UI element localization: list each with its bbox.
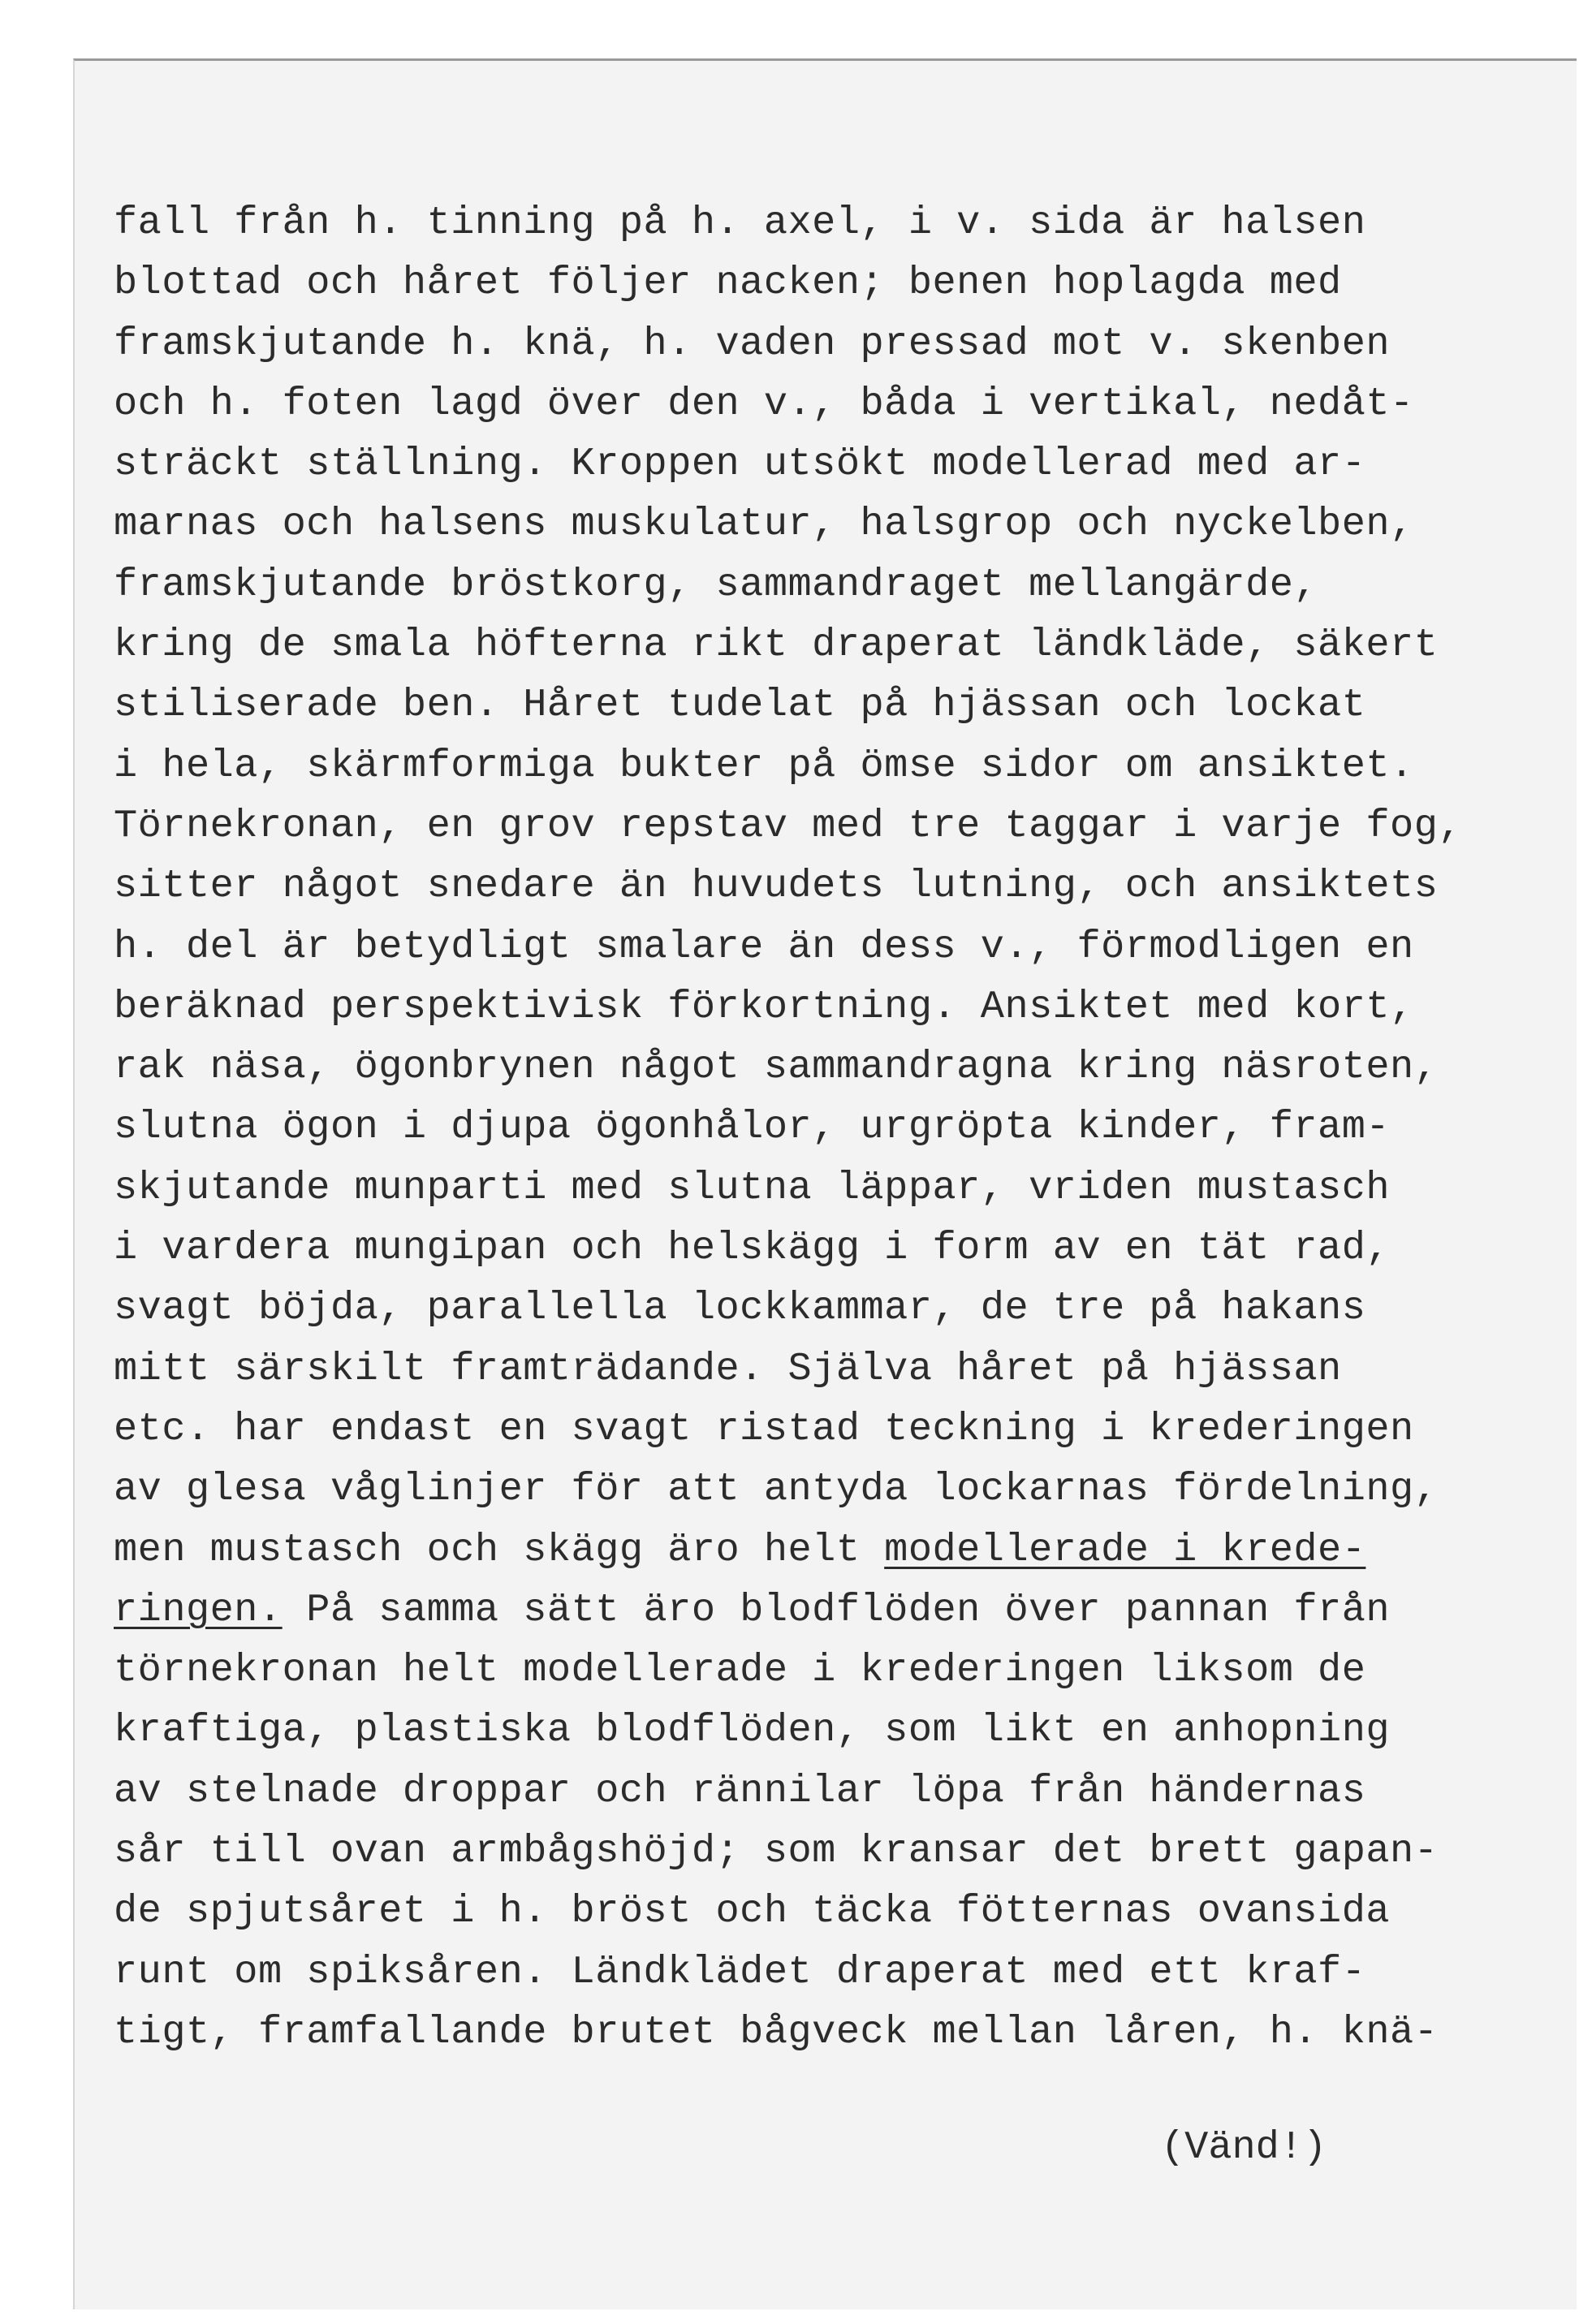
text-line: stiliserade ben. Håret tudelat på hjässan och lockat xyxy=(114,683,1366,728)
text-line: sträckt ställning. Kroppen utsökt modellerad med ar- xyxy=(114,442,1366,487)
line-segment: men mustasch och skägg äro helt xyxy=(114,1527,885,1572)
text-line: av stelnade droppar och rännilar löpa från händernas xyxy=(114,1768,1366,1813)
underlined-phrase: modellerade i krede- xyxy=(884,1527,1366,1572)
text-line: av glesa våglinjer för att antyda lockarnas fördelning, xyxy=(114,1467,1439,1512)
typed-text-block xyxy=(114,193,1567,2063)
turn-over-note: (Vänd!) xyxy=(1161,2125,1327,2170)
text-line: i hela, skärmformiga bukter på ömse sidor om ansiktet. xyxy=(114,743,1414,788)
text-line: h. del är betydligt smalare än dess v., förmodligen en xyxy=(114,924,1414,969)
text-line: kring de smala höfterna rikt draperat ländkläde, säkert xyxy=(114,623,1439,668)
line-segment: På samma sätt äro blodflöden över pannan från xyxy=(282,1587,1391,1632)
text-line: framskjutande bröstkorg, sammandraget mellangärde, xyxy=(114,562,1318,607)
text-line: marnas och halsens muskulatur, halsgrop och nyckelben, xyxy=(114,502,1414,547)
text-line: mitt särskilt framträdande. Själva håret på hjässan xyxy=(114,1346,1342,1391)
underlined-phrase: ringen. xyxy=(114,1587,283,1632)
text-line: svagt böjda, parallella lockkammar, de tre på hakans xyxy=(114,1286,1366,1331)
text-line: de spjutsåret i h. bröst och täcka fötternas ovansida xyxy=(114,1889,1391,1934)
text-line: törnekronan helt modellerade i krederingen liksom de xyxy=(114,1648,1366,1693)
text-line xyxy=(114,1580,1567,1641)
text-line: rak näsa, ögonbrynen något sammandragna kring näsroten, xyxy=(114,1045,1439,1090)
text-line: kraftiga, plastiska blodflöden, som likt en anhopning xyxy=(114,1708,1391,1753)
text-line: i vardera mungipan och helskägg i form av en tät rad, xyxy=(114,1226,1391,1271)
text-line: sitter något snedare än huvudets lutning, och ansiktets xyxy=(114,864,1439,909)
text-line: Törnekronan, en grov repstav med tre taggar i varje fog, xyxy=(114,803,1463,848)
text-line: sår till ovan armbågshöjd; som kransar det brett gapan- xyxy=(114,1829,1439,1874)
text-line xyxy=(114,1520,1567,1580)
text-line: runt om spiksåren. Ländklädet draperat med ett kraf- xyxy=(114,1949,1366,1994)
text-line: och h. foten lagd över den v., båda i vertikal, nedåt- xyxy=(114,381,1414,426)
text-line: framskjutande h. knä, h. vaden pressad mot v. skenben xyxy=(114,321,1391,366)
text-line: tigt, framfallande brutet bågveck mellan låren, h. knä- xyxy=(114,2009,1439,2055)
text-line: etc. har endast en svagt ristad teckning i krederingen xyxy=(114,1406,1414,1451)
text-line: fall från h. tinning på h. axel, i v. sida är halsen xyxy=(114,200,1366,245)
text-line: slutna ögon i djupa ögonhålor, urgröpta kinder, fram- xyxy=(114,1105,1391,1150)
text-line: blottad och håret följer nacken; benen hoplagda med xyxy=(114,261,1342,306)
text-line: beräknad perspektivisk förkortning. Ansiktet med kort, xyxy=(114,984,1414,1029)
text-line: skjutande munparti med slutna läppar, vriden mustasch xyxy=(114,1165,1391,1210)
